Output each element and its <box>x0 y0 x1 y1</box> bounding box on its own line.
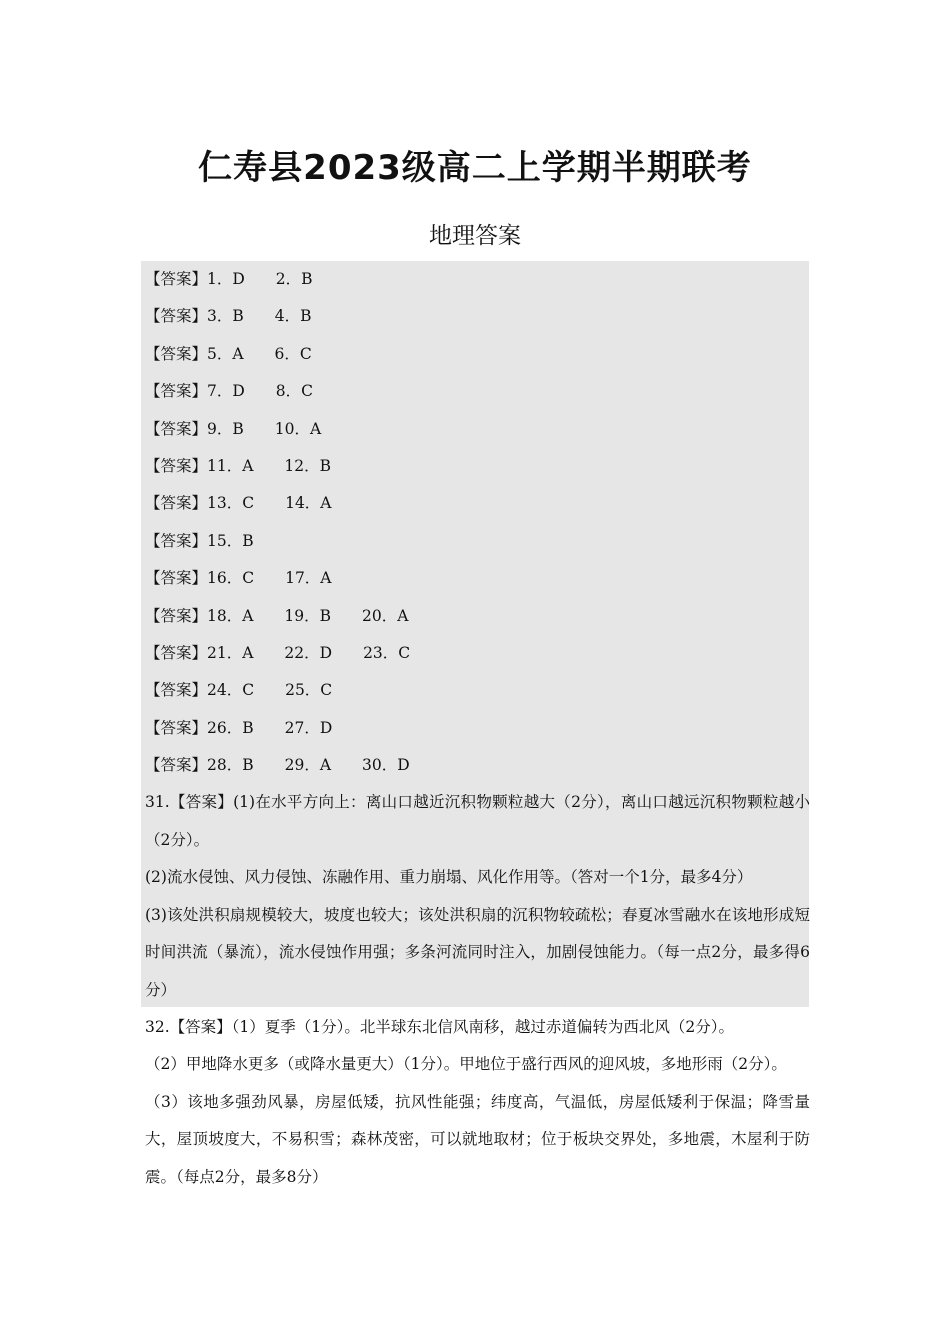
answer-line: 【答案】13．C 14．A <box>145 494 332 513</box>
answer-line: 【答案】7．D 8．C <box>145 382 314 401</box>
q31-part3: (3)该处洪积扇规模较大，坡度也较大；该处洪积扇的沉积物较疏松；春夏冰雪融水在该地形成短时间洪流（暴流），流水侵蚀作用强；多条河流同时注入，加剧侵蚀能力。（每一点2分，最多得6分） <box>145 905 810 999</box>
q31-part2: (2)流水侵蚀、风力侵蚀、冻融作用、重力崩塌、风化作用等。（答对一个1分，最多4分） <box>145 868 753 887</box>
answer-line: 【答案】5．A 6．C <box>145 344 312 363</box>
document-subtitle: 地理答案 <box>429 223 521 249</box>
q31-part1: 31.【答案】(1)在水平方向上：离山口越近沉积物颗粒越大（2分），离山口越远沉积物颗粒越小（2分）。 <box>145 793 810 849</box>
answer-line: 【答案】15．B <box>145 531 254 550</box>
answer-line: 【答案】24．C 25．C <box>145 681 333 700</box>
answer-line: 【答案】16．C 17．A <box>145 569 332 588</box>
answer-line: 【答案】26．B 27．D <box>145 718 333 737</box>
q32-part2: （2）甲地降水更多（或降水量更大）（1分）。甲地位于盛行西风的迎风坡，多地形雨（2分）。 <box>145 1055 787 1074</box>
answer-line: 【答案】28．B 29．A 30．D <box>145 756 410 775</box>
answer-line: 【答案】11．A 12．B <box>145 456 332 475</box>
q32-part3: （3）该地多强劲风暴，房屋低矮，抗风性能强；纬度高，气温低，房屋低矮利于保温；降雪量大，屋顶坡度大，不易积雪；森林茂密，可以就地取材；位于板块交界处，多地震，木屋利于防震。（每点2分，最多8分） <box>145 1092 810 1186</box>
answer-line: 【答案】18．A 19．B 20．A <box>145 606 409 625</box>
answer-line: 【答案】3．B 4．B <box>145 307 312 326</box>
answer-line: 【答案】21．A 22．D 23．C <box>145 643 411 662</box>
document-title: 仁寿县2023级高二上学期半期联考 <box>198 148 752 188</box>
q32-part1: 32.【答案】（1）夏季（1分）。北半球东北信风南移，越过赤道偏转为西北风（2分）。 <box>145 1017 734 1036</box>
answer-line: 【答案】1．D 2．B <box>145 270 313 288</box>
answer-line: 【答案】9．B 10．A <box>145 419 322 438</box>
answer-body <box>145 261 810 1196</box>
